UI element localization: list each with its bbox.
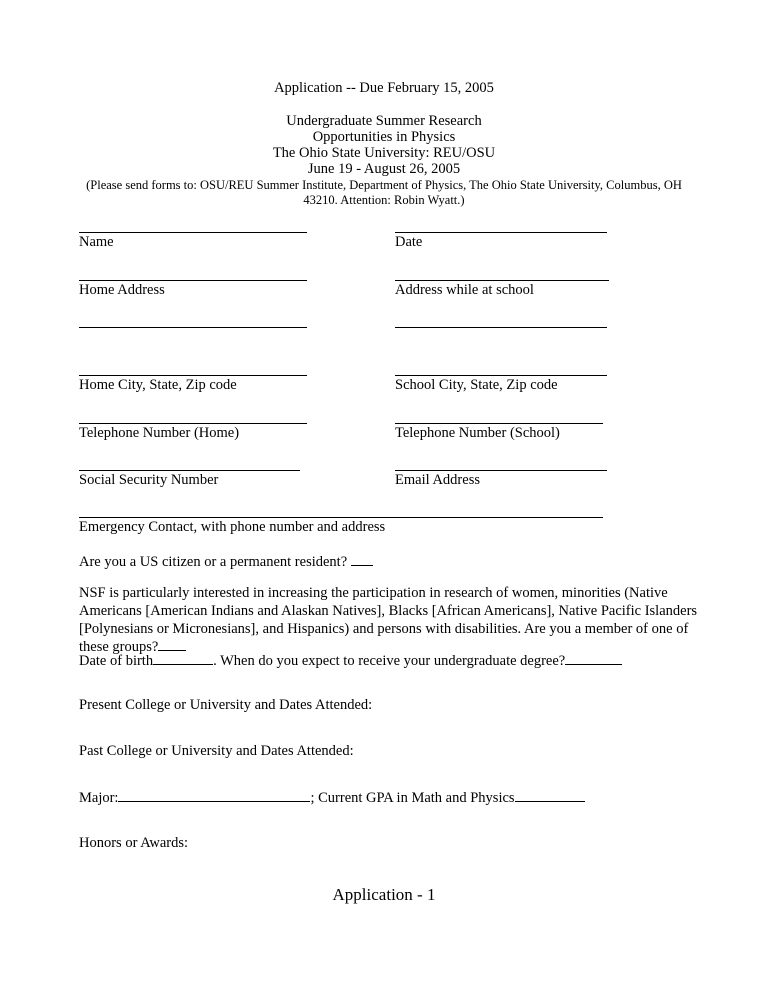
mailing-line-1: (Please send forms to: OSU/REU Summer Institute, Department of Physics, The Ohio State University, Columbus, OH (86, 178, 682, 192)
gpa-blank[interactable] (515, 789, 585, 802)
date-blank[interactable] (395, 232, 607, 233)
major-label: Major: (79, 790, 119, 806)
institution-line: The Ohio State University: REU/OSU (272, 145, 496, 161)
school-address-blank[interactable] (395, 280, 609, 281)
dob-label: Date of birth (79, 653, 154, 669)
nsf-answer-blank[interactable] (158, 638, 186, 651)
ssn-label: Social Security Number (79, 472, 219, 488)
home-city-blank[interactable] (79, 375, 307, 376)
mailing-line-2: 43210. Attention: Robin Wyatt.) (303, 193, 465, 207)
home-address-label: Home Address (79, 282, 165, 298)
home-phone-label: Telephone Number (Home) (79, 425, 240, 441)
school-city-blank[interactable] (395, 375, 607, 376)
ssn-blank[interactable] (79, 470, 300, 471)
name-blank[interactable] (79, 232, 307, 233)
mailing-instructions (0, 178, 768, 208)
home-address-blank[interactable] (79, 280, 307, 281)
honors-label: Honors or Awards: (79, 835, 189, 851)
name-label: Name (79, 234, 114, 250)
email-blank[interactable] (395, 470, 607, 471)
program-dates: June 19 - August 26, 2005 (307, 161, 461, 177)
school-phone-blank[interactable] (395, 423, 603, 424)
home-city-label: Home City, State, Zip code (79, 377, 237, 393)
major-gpa-line (79, 789, 585, 807)
form-title: Application -- Due February 15, 2005 (274, 80, 494, 96)
school-address-line-2-blank[interactable] (395, 327, 607, 328)
home-address-line-2-blank[interactable] (79, 327, 307, 328)
citizen-answer-blank[interactable] (351, 553, 373, 566)
email-label: Email Address (395, 472, 480, 488)
nsf-question-text: NSF is particularly interested in increasing the participation in research of women, minorities (Native Americans [American Indians and Alaskan Natives], Blacks [African Americans], Native Pacific Islanders [Polynesians or Micronesians], and Hispanics) and persons with disabilities. Are you a member of one of these groups? (79, 585, 698, 655)
program-line-2: Opportunities in Physics (312, 129, 456, 145)
date-label: Date (395, 234, 423, 250)
past-college-label: Past College or University and Dates Attended: (79, 743, 354, 759)
school-city-label: School City, State, Zip code (395, 377, 558, 393)
program-line-1: Undergraduate Summer Research (286, 113, 482, 129)
citizen-question-text: Are you a US citizen or a permanent resident? (79, 554, 348, 570)
dob-degree-line (79, 652, 622, 670)
emergency-contact-blank[interactable] (79, 517, 603, 518)
nsf-question (79, 584, 701, 656)
emergency-contact-label: Emergency Contact, with phone number and address (79, 519, 386, 535)
program-name (0, 113, 768, 177)
home-phone-blank[interactable] (79, 423, 307, 424)
gpa-label: ; Current GPA in Math and Physics (310, 790, 515, 806)
degree-date-blank[interactable] (565, 652, 622, 665)
page-footer: Application - 1 (332, 885, 436, 904)
citizen-question (79, 553, 373, 571)
present-college-label: Present College or University and Dates Attended: (79, 697, 373, 713)
degree-question: . When do you expect to receive your undergraduate degree? (213, 653, 566, 669)
dob-blank[interactable] (153, 652, 213, 665)
school-phone-label: Telephone Number (School) (395, 425, 560, 441)
school-address-label: Address while at school (395, 282, 534, 298)
major-blank[interactable] (118, 789, 310, 802)
